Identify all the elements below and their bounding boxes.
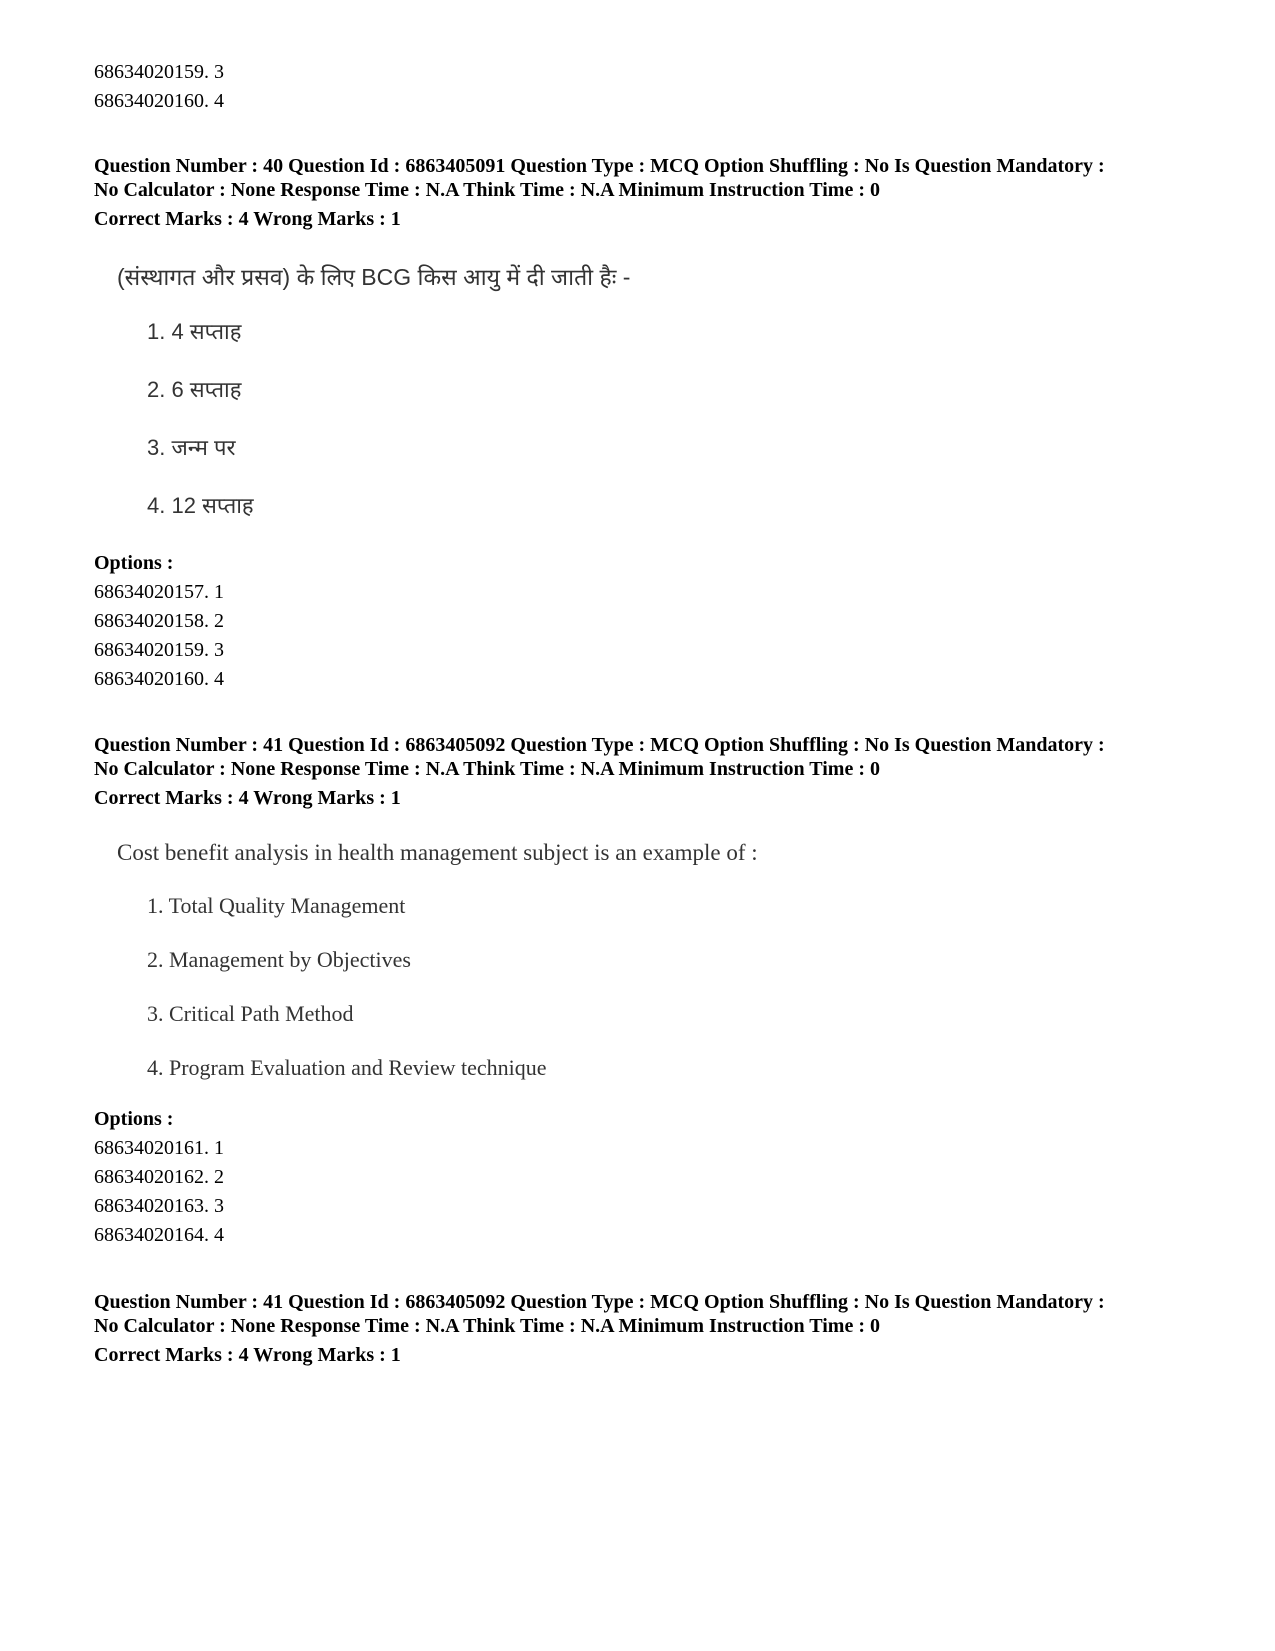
question-meta-line: No Calculator : None Response Time : N.A Think Time : N.A Minimum Instruction Time : 0 [94, 1315, 880, 1337]
question-choice: 1. Total Quality Management [147, 893, 406, 918]
question-stem: Cost benefit analysis in health management subject is an example of : [117, 840, 758, 865]
option-line: 68634020161. 1 [94, 1137, 224, 1159]
question-41-options [94, 1105, 1214, 1250]
question-40-options [94, 549, 1214, 694]
option-line: 68634020158. 2 [94, 610, 224, 632]
question-41-repeat-header [94, 1290, 1214, 1367]
question-marks: Correct Marks : 4 Wrong Marks : 1 [94, 208, 401, 230]
option-line: 68634020163. 3 [94, 1195, 224, 1217]
option-line: 68634020164. 4 [94, 1224, 224, 1246]
question-41-header [94, 733, 1214, 810]
option-id: 68634020159 [94, 61, 204, 83]
question-meta-line: No Calculator : None Response Time : N.A Think Time : N.A Minimum Instruction Time : 0 [94, 758, 880, 780]
question-marks: Correct Marks : 4 Wrong Marks : 1 [94, 1344, 401, 1366]
options-label: Options : [94, 552, 174, 574]
option-id: 68634020160 [94, 90, 204, 112]
question-choice: 2. Management by Objectives [147, 947, 411, 972]
question-choice: 4. Program Evaluation and Review technique [147, 1055, 547, 1080]
option-number: 3 [214, 61, 224, 83]
question-40-content [117, 262, 837, 532]
question-meta-line: Question Number : 41 Question Id : 6863405092 Question Type : MCQ Option Shuffling : No Is Question Mandatory : [94, 734, 1105, 756]
options-label: Options : [94, 1108, 174, 1130]
option-line: 68634020160. 4 [94, 668, 224, 690]
question-40-header [94, 154, 1214, 231]
option-line: 68634020159. 3 [94, 639, 224, 661]
question-meta-line: Question Number : 41 Question Id : 6863405092 Question Type : MCQ Option Shuffling : No Is Question Mandatory : [94, 1291, 1105, 1313]
carryover-options [94, 58, 1214, 116]
question-choice: 1. 4 सप्ताह [147, 319, 242, 344]
question-choice: 2. 6 सप्ताह [147, 377, 242, 402]
question-meta-line: No Calculator : None Response Time : N.A Think Time : N.A Minimum Instruction Time : 0 [94, 179, 880, 201]
question-meta-line: Question Number : 40 Question Id : 6863405091 Question Type : MCQ Option Shuffling : No Is Question Mandatory : [94, 155, 1105, 177]
option-line: 68634020162. 2 [94, 1166, 224, 1188]
question-choice: 3. जन्म पर [147, 435, 236, 460]
question-stem: (संस्थागत और प्रसव) के लिए BCG किस आयु में दी जाती हैः - [117, 264, 631, 290]
option-line: 68634020160. 4 [94, 90, 224, 112]
option-line: 68634020157. 1 [94, 581, 224, 603]
option-number: 4 [214, 90, 224, 112]
question-marks: Correct Marks : 4 Wrong Marks : 1 [94, 787, 401, 809]
question-choice: 3. Critical Path Method [147, 1001, 354, 1026]
option-line: 68634020159. 3 [94, 61, 224, 83]
question-41-content [117, 838, 837, 1088]
question-choice: 4. 12 सप्ताह [147, 493, 254, 518]
